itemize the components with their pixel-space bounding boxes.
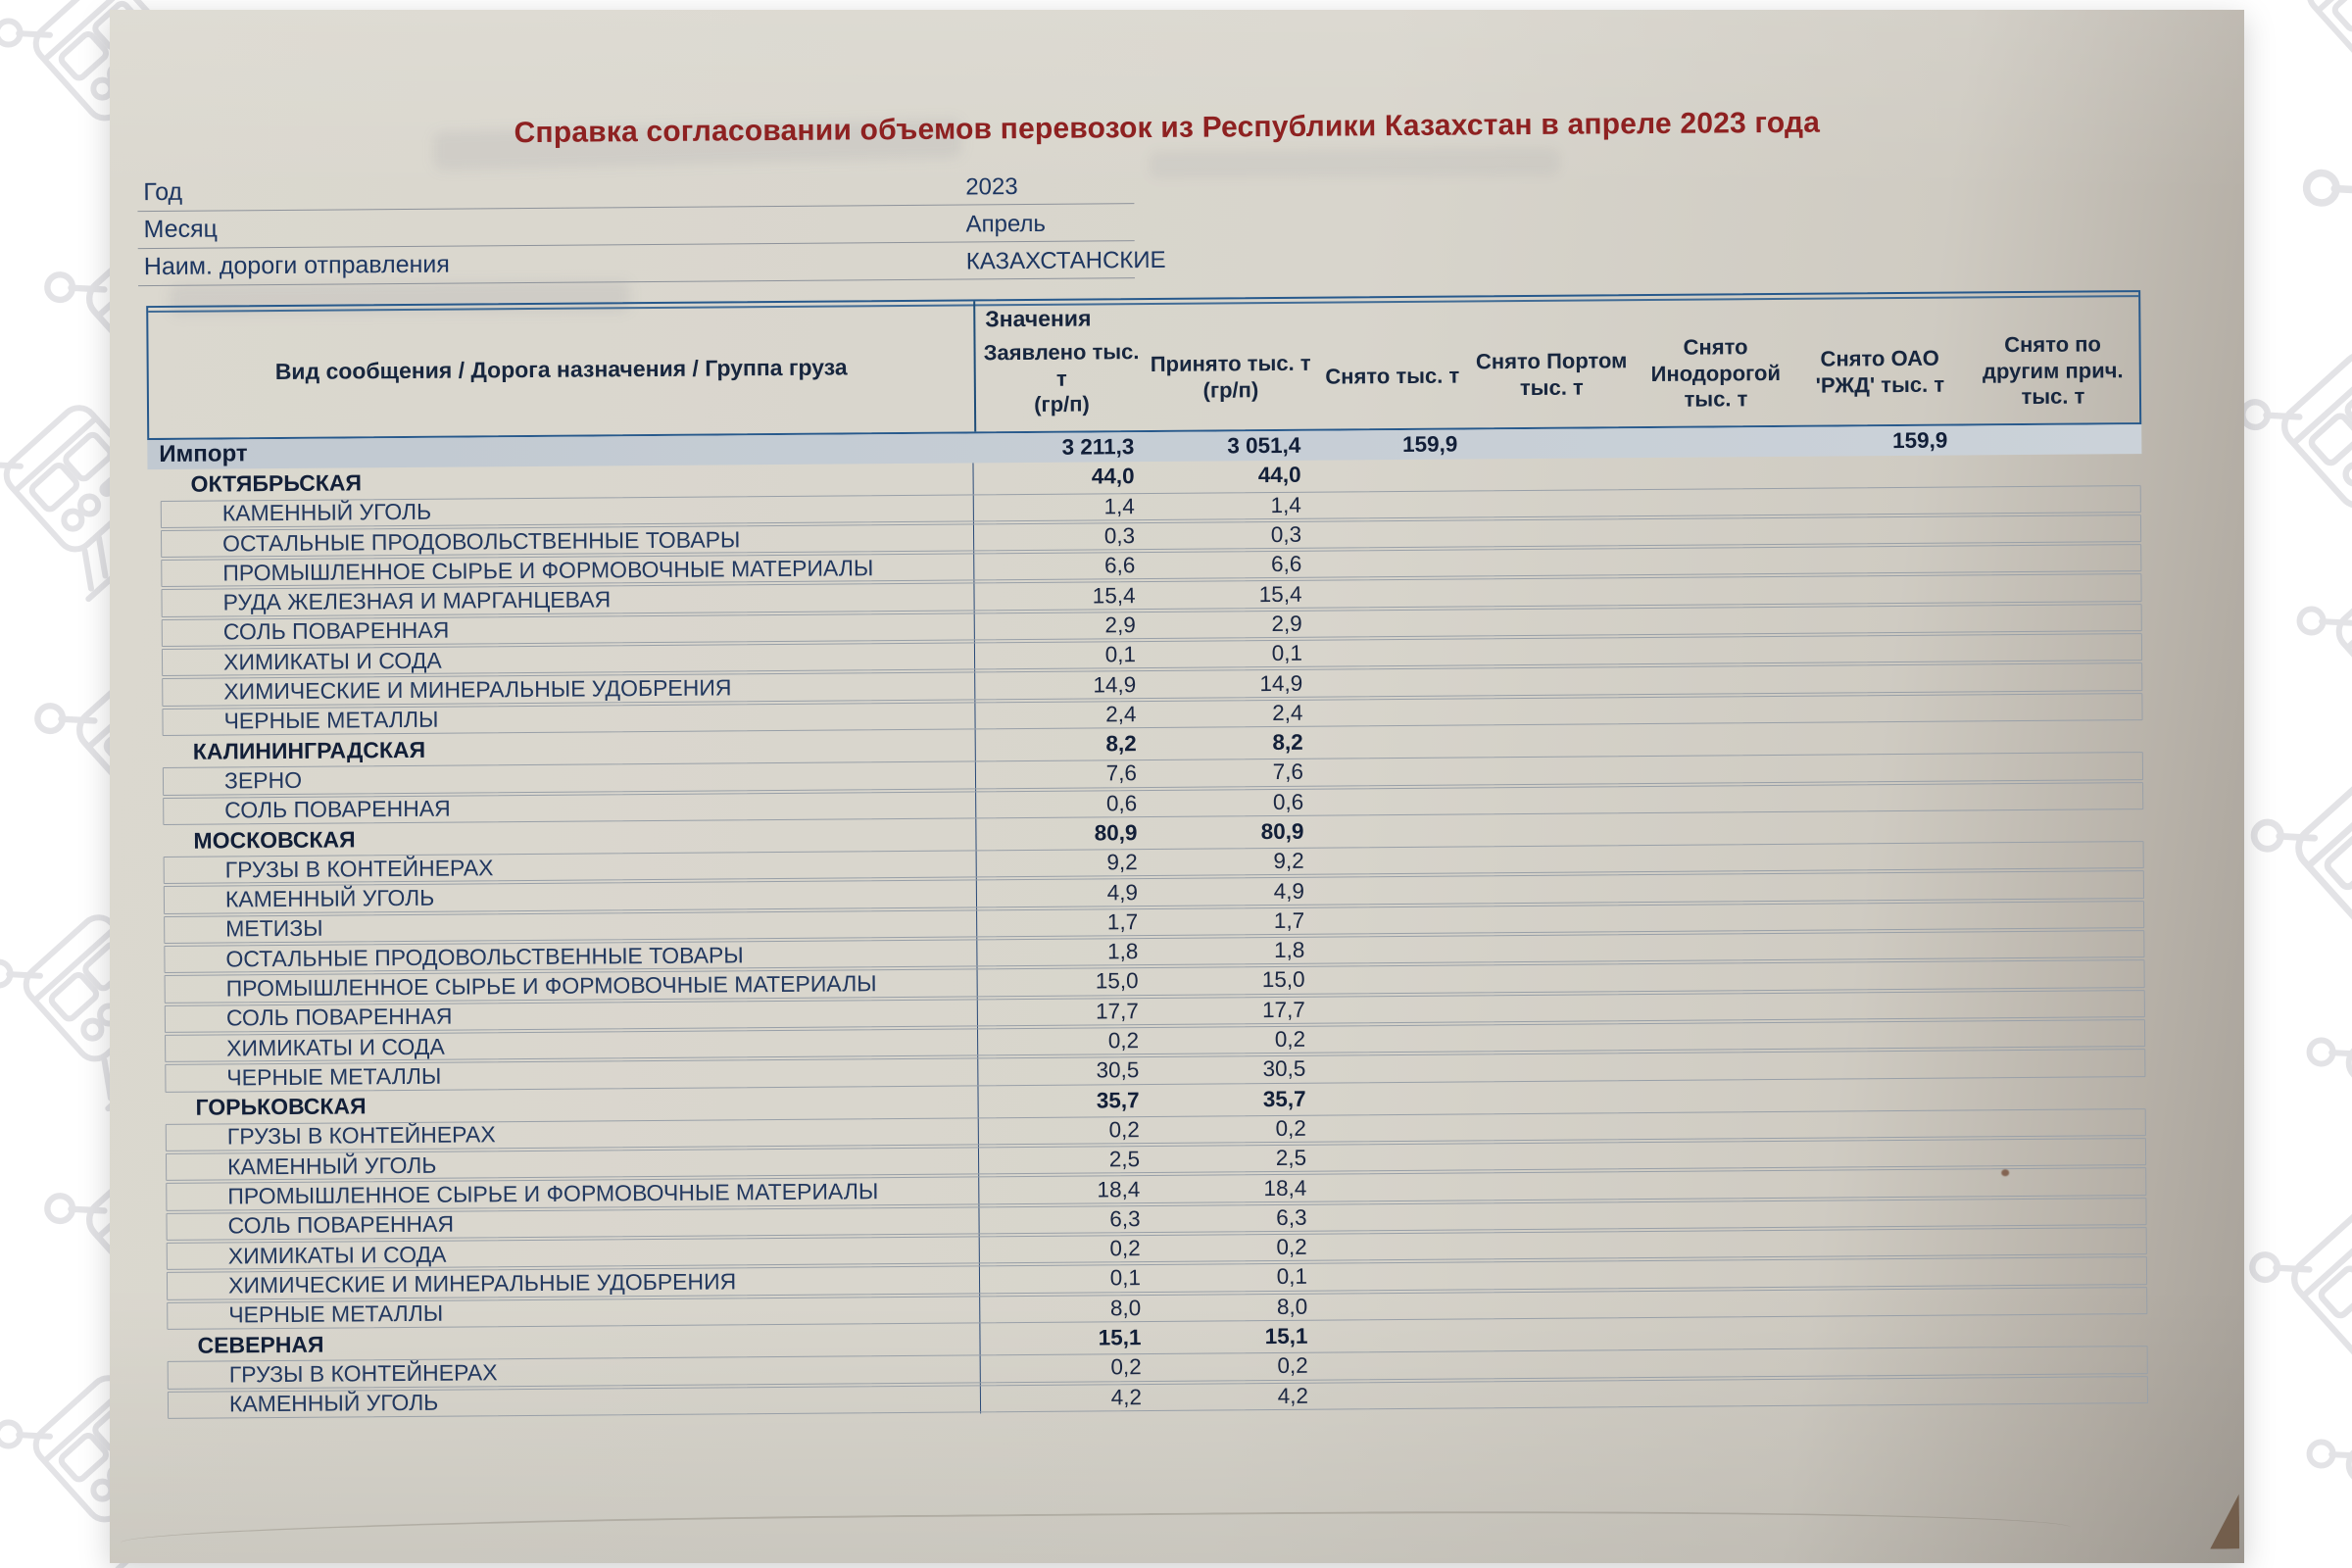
row-value: 0,2 bbox=[1109, 1236, 1141, 1261]
row-value bbox=[1961, 885, 2145, 886]
row-value: 0,2 bbox=[1275, 1115, 1306, 1142]
row-value: 0,1 bbox=[1276, 1264, 1308, 1290]
row-value bbox=[1317, 1305, 1474, 1306]
row-value: 2,4 bbox=[1105, 701, 1137, 727]
row-label: ОСТАЛЬНЫЕ ПРОДОВОЛЬСТВЕННЫЕ ТОВАРЫ bbox=[221, 525, 741, 556]
row-value bbox=[1474, 1304, 1636, 1305]
row-label: ЧЕРНЫЕ МЕТАЛЛЫ bbox=[226, 1062, 442, 1091]
row-value bbox=[1473, 1126, 1635, 1127]
row-value: 4,9 bbox=[1106, 879, 1139, 905]
row-label: ПРОМЫШЛЕННОЕ СЫРЬЕ И ФОРМОВОЧНЫЕ МАТЕРИАЛЫ bbox=[222, 555, 874, 586]
row-value bbox=[1962, 1033, 2146, 1034]
row-value: 17,7 bbox=[1261, 997, 1305, 1022]
row-value bbox=[1636, 1244, 1802, 1245]
row-value bbox=[1800, 1064, 1962, 1065]
row-value bbox=[1469, 621, 1631, 622]
row-label: КАМЕННЫЙ УГОЛЬ bbox=[226, 1152, 437, 1180]
row-value: 15,0 bbox=[1095, 968, 1139, 994]
row-value bbox=[1473, 1097, 1635, 1098]
row-label: ЗЕРНО bbox=[223, 766, 303, 794]
row-label: КАМЕННЫЙ УГОЛЬ bbox=[221, 499, 432, 526]
row-value bbox=[1629, 442, 1795, 443]
row-value bbox=[1633, 887, 1799, 888]
train-watermark-icon bbox=[2300, 77, 2352, 362]
row-value bbox=[1958, 528, 2142, 529]
row-value: 9,2 bbox=[1273, 849, 1304, 874]
row-value bbox=[1637, 1392, 1803, 1393]
document-photo bbox=[110, 10, 2244, 1563]
row-value: 2,5 bbox=[1108, 1147, 1141, 1172]
row-value bbox=[1470, 740, 1632, 741]
row-value bbox=[1635, 1125, 1801, 1126]
row-value bbox=[1965, 1390, 2149, 1391]
train-watermark-icon bbox=[2305, 1366, 2352, 1568]
report-parameters bbox=[137, 167, 1166, 286]
row-label: ПРОМЫШЛЕННОЕ СЫРЬЕ И ФОРМОВОЧНЫЕ МАТЕРИАЛЫ bbox=[225, 970, 877, 1002]
row-value: 4,2 bbox=[1277, 1383, 1309, 1408]
row-value: 0,3 bbox=[1270, 521, 1302, 548]
document-title: Справка согласовании объемов перевозок из Республики Казахстан в апреле 2023 года bbox=[514, 106, 1821, 150]
row-value: 17,7 bbox=[1095, 998, 1139, 1024]
row-value: 2,9 bbox=[1271, 611, 1302, 636]
row-value bbox=[1471, 918, 1633, 919]
row-value bbox=[1957, 439, 2141, 440]
row-value bbox=[1960, 825, 2144, 826]
row-value bbox=[1472, 978, 1634, 979]
row-value bbox=[1801, 1124, 1963, 1125]
row-value bbox=[1312, 653, 1469, 654]
row-value: 159,9 bbox=[1891, 427, 1948, 454]
row-value bbox=[1634, 1065, 1800, 1066]
row-label: ХИМИЧЕСКИЕ И МИНЕРАЛЬНЫЕ УДОБРЕНИЯ bbox=[227, 1268, 737, 1298]
row-value bbox=[1474, 1334, 1636, 1335]
row-value: 44,0 bbox=[1257, 463, 1301, 488]
row-value bbox=[1799, 915, 1961, 916]
row-value bbox=[1797, 708, 1959, 709]
departure-road-label: Наим. дороги отправления bbox=[143, 250, 450, 281]
paper-smudge bbox=[1149, 148, 1560, 178]
row-value: 8,0 bbox=[1276, 1294, 1308, 1319]
row-value: 3 211,3 bbox=[1061, 434, 1135, 460]
row-value: 35,7 bbox=[1096, 1087, 1140, 1113]
row-label: ОКТЯБРЬСКАЯ bbox=[190, 469, 363, 497]
row-value bbox=[1959, 677, 2143, 678]
row-value: 0,3 bbox=[1103, 523, 1136, 549]
row-value bbox=[1797, 618, 1959, 619]
document-page bbox=[109, 0, 2255, 1565]
row-label: МЕТИЗЫ bbox=[225, 915, 323, 942]
row-value bbox=[1313, 742, 1470, 743]
row-header-cell: Вид сообщения / Дорога назначения / Группа груза bbox=[274, 354, 848, 385]
row-value bbox=[1803, 1391, 1965, 1392]
column-header: Снято Инодорогой тыс. т bbox=[1650, 333, 1782, 413]
year-value: 2023 bbox=[965, 173, 1018, 201]
row-value bbox=[1960, 736, 2144, 737]
row-value bbox=[1632, 799, 1798, 800]
row-value: 1,8 bbox=[1274, 937, 1305, 963]
train-watermark-icon bbox=[2249, 737, 2352, 991]
row-value bbox=[1800, 1004, 1962, 1005]
row-value bbox=[1317, 1276, 1474, 1277]
row-value: 80,9 bbox=[1260, 818, 1304, 845]
row-value: 8,2 bbox=[1105, 731, 1137, 757]
row-value bbox=[1799, 946, 1961, 947]
row-value bbox=[1801, 1094, 1963, 1095]
row-label: ХИМИКАТЫ И СОДА bbox=[226, 1033, 445, 1061]
row-value bbox=[1799, 857, 1961, 858]
row-value bbox=[1630, 471, 1796, 472]
row-value bbox=[1468, 503, 1630, 504]
row-value bbox=[1469, 681, 1631, 682]
row-value: 18,4 bbox=[1263, 1175, 1307, 1200]
row-value: 80,9 bbox=[1094, 820, 1138, 846]
row-label: СЕВЕРНАЯ bbox=[197, 1331, 324, 1358]
row-value bbox=[1316, 1187, 1473, 1188]
row-value bbox=[1636, 1273, 1802, 1274]
row-value: 159,9 bbox=[1401, 431, 1458, 458]
row-value bbox=[1635, 1096, 1801, 1097]
row-value bbox=[1316, 1127, 1473, 1128]
column-header: Снято тыс. т bbox=[1325, 363, 1460, 389]
row-label: ОСТАЛЬНЫЕ ПРОДОВОЛЬСТВЕННЫЕ ТОВАРЫ bbox=[225, 941, 744, 972]
row-value: 0,2 bbox=[1276, 1234, 1307, 1260]
row-value: 0,6 bbox=[1105, 790, 1138, 816]
row-value: 30,5 bbox=[1096, 1057, 1140, 1083]
row-value bbox=[1469, 710, 1631, 711]
train-watermark-icon bbox=[2266, 0, 2352, 121]
row-value bbox=[1632, 828, 1798, 829]
row-value: 1,8 bbox=[1107, 939, 1139, 964]
row-value: 14,9 bbox=[1093, 671, 1137, 698]
row-value bbox=[1312, 682, 1469, 683]
row-value: 6,6 bbox=[1270, 552, 1302, 577]
row-label: ГРУЗЫ В КОНТЕЙНЕРАХ bbox=[228, 1359, 498, 1388]
row-value bbox=[1470, 829, 1632, 830]
row-value: 15,4 bbox=[1092, 582, 1136, 609]
row-value: 6,3 bbox=[1109, 1205, 1141, 1232]
row-value bbox=[1964, 1271, 2148, 1272]
row-value: 0,6 bbox=[1272, 789, 1304, 814]
row-value: 0,2 bbox=[1110, 1354, 1142, 1380]
row-value bbox=[1960, 765, 2144, 766]
row-value bbox=[1800, 1035, 1962, 1036]
row-value: 9,2 bbox=[1106, 850, 1138, 875]
row-label: КАМЕННЫЙ УГОЛЬ bbox=[224, 884, 435, 912]
row-label: ЧЕРНЫЕ МЕТАЛЛЫ bbox=[223, 707, 439, 734]
row-value bbox=[1630, 531, 1796, 532]
row-value: 6,6 bbox=[1103, 553, 1136, 578]
row-value bbox=[1475, 1394, 1637, 1395]
row-value bbox=[1796, 530, 1958, 531]
row-value: 7,6 bbox=[1272, 760, 1304, 785]
train-watermark-icon bbox=[2295, 533, 2352, 758]
row-value bbox=[1631, 679, 1797, 680]
row-value bbox=[1313, 771, 1470, 772]
row-value: 6,3 bbox=[1276, 1204, 1307, 1230]
row-value bbox=[1314, 890, 1471, 891]
train-watermark-icon bbox=[2247, 1174, 2352, 1413]
row-value bbox=[1473, 1186, 1635, 1187]
row-value bbox=[1796, 470, 1958, 471]
train-watermark-icon bbox=[2305, 964, 2352, 1189]
row-value bbox=[1961, 914, 2145, 915]
row-value bbox=[1965, 1359, 2149, 1360]
row-value: 0,2 bbox=[1108, 1117, 1140, 1143]
row-label: Импорт bbox=[159, 440, 248, 468]
row-value: 8,2 bbox=[1272, 729, 1303, 756]
row-value bbox=[1964, 1300, 2148, 1301]
row-value bbox=[1798, 827, 1960, 828]
row-value bbox=[1802, 1212, 1964, 1213]
row-value bbox=[1631, 590, 1797, 591]
row-value bbox=[1469, 592, 1631, 593]
row-label: ХИМИЧЕСКИЕ И МИНЕРАЛЬНЫЕ УДОБРЕНИЯ bbox=[223, 674, 732, 705]
row-value: 1,7 bbox=[1273, 907, 1305, 933]
row-value bbox=[1961, 944, 2145, 945]
row-value bbox=[1467, 443, 1629, 444]
row-value: 7,6 bbox=[1105, 760, 1138, 786]
row-value bbox=[1318, 1395, 1475, 1396]
row-value bbox=[1963, 1182, 2147, 1183]
row-label: КАМЕННЫЙ УГОЛЬ bbox=[228, 1389, 439, 1417]
row-value bbox=[1636, 1303, 1802, 1304]
row-value bbox=[1316, 1157, 1473, 1158]
transport-volumes-table bbox=[146, 290, 2149, 1420]
row-value bbox=[1800, 975, 1962, 976]
underlying-sheet-edge bbox=[121, 1506, 2071, 1565]
row-value: 4,2 bbox=[1110, 1384, 1143, 1410]
row-value bbox=[1471, 858, 1633, 859]
row-value: 1,4 bbox=[1270, 492, 1301, 517]
row-value bbox=[1314, 860, 1471, 861]
paper-speck bbox=[2001, 1169, 2009, 1176]
row-value bbox=[1802, 1301, 1964, 1302]
row-value bbox=[1964, 1330, 2148, 1331]
row-value: 4,9 bbox=[1273, 878, 1305, 904]
row-value bbox=[1315, 1039, 1472, 1040]
row-label: СОЛЬ ПОВАРЕННАЯ bbox=[224, 795, 451, 823]
row-value bbox=[1797, 589, 1959, 590]
row-value bbox=[1630, 561, 1796, 562]
column-header: Снято Портом тыс. т bbox=[1475, 348, 1628, 401]
row-label: РУДА ЖЕЛЕЗНАЯ И МАРГАНЦЕВАЯ bbox=[222, 586, 612, 615]
row-value bbox=[1471, 948, 1633, 949]
row-value: 14,9 bbox=[1259, 670, 1303, 696]
row-value: 15,0 bbox=[1261, 967, 1305, 993]
row-value bbox=[1635, 1184, 1801, 1185]
row-label: СОЛЬ ПОВАРЕННАЯ bbox=[227, 1210, 455, 1239]
row-value bbox=[1961, 855, 2145, 856]
column-headers bbox=[975, 320, 2139, 429]
row-value bbox=[1964, 1211, 2148, 1212]
row-value bbox=[1475, 1364, 1637, 1365]
row-value bbox=[1315, 1008, 1472, 1009]
row-value: 18,4 bbox=[1097, 1176, 1141, 1202]
row-value bbox=[1964, 1241, 2148, 1242]
row-value bbox=[1631, 650, 1797, 651]
desk-corner bbox=[2210, 1494, 2239, 1548]
row-value bbox=[1469, 651, 1631, 652]
column-header: Снято по другим прич. тыс. т bbox=[1982, 331, 2124, 410]
row-label: ХИМИКАТЫ И СОДА bbox=[227, 1241, 447, 1269]
row-value bbox=[1313, 801, 1470, 802]
row-value bbox=[1314, 950, 1471, 951]
row-value bbox=[1960, 796, 2144, 797]
row-value bbox=[1474, 1245, 1636, 1246]
row-value bbox=[1634, 976, 1800, 977]
row-value bbox=[1634, 1006, 1800, 1007]
row-label: ХИМИКАТЫ И СОДА bbox=[222, 647, 442, 675]
row-label: ГРУЗЫ В КОНТЕЙНЕРАХ bbox=[224, 855, 494, 883]
row-value bbox=[1797, 678, 1959, 679]
row-value: 35,7 bbox=[1262, 1086, 1306, 1111]
row-value bbox=[1317, 1216, 1474, 1217]
row-value bbox=[1796, 560, 1958, 561]
row-value bbox=[1801, 1153, 1963, 1154]
row-value bbox=[1632, 768, 1798, 769]
row-value bbox=[1959, 647, 2143, 648]
row-value bbox=[1630, 502, 1796, 503]
row-value bbox=[1315, 979, 1472, 980]
row-value: 15,4 bbox=[1258, 581, 1302, 607]
table-header bbox=[146, 290, 2141, 440]
row-value bbox=[1802, 1332, 1964, 1333]
row-value bbox=[1316, 1098, 1473, 1099]
row-value bbox=[1636, 1333, 1802, 1334]
row-value: 44,0 bbox=[1091, 464, 1135, 489]
row-value bbox=[1959, 617, 2143, 618]
form-row-departure-road bbox=[138, 241, 1166, 286]
row-value: 0,2 bbox=[1107, 1028, 1140, 1054]
row-value bbox=[1311, 504, 1468, 505]
row-value bbox=[1315, 1068, 1472, 1069]
row-value: 8,0 bbox=[1109, 1295, 1142, 1321]
row-value bbox=[1473, 1155, 1635, 1156]
column-header: Принято тыс. т (гр/п) bbox=[1150, 350, 1311, 403]
row-value: 15,1 bbox=[1264, 1323, 1308, 1349]
row-label: МОСКОВСКАЯ bbox=[193, 825, 356, 854]
row-value bbox=[1962, 974, 2146, 975]
row-value bbox=[1631, 620, 1797, 621]
row-value: 0,1 bbox=[1271, 641, 1303, 666]
row-label: ГРУЗЫ В КОНТЕЙНЕРАХ bbox=[226, 1121, 496, 1150]
row-value bbox=[1798, 767, 1960, 768]
row-value: 0,2 bbox=[1274, 1026, 1306, 1053]
values-header-region bbox=[973, 292, 2139, 431]
row-value bbox=[1313, 830, 1470, 831]
row-label: ПРОМЫШЛЕННОЕ СЫРЬЕ И ФОРМОВОЧНЫЕ МАТЕРИАЛЫ bbox=[227, 1178, 879, 1209]
row-label: СОЛЬ ПОВАРЕННАЯ bbox=[222, 617, 450, 645]
row-value bbox=[1633, 917, 1799, 918]
row-value: 3 051,4 bbox=[1227, 432, 1301, 459]
row-value bbox=[1632, 739, 1798, 740]
row-label: СОЛЬ ПОВАРЕННАЯ bbox=[225, 1003, 453, 1031]
row-value bbox=[1796, 500, 1958, 501]
row-value bbox=[1803, 1361, 1965, 1362]
year-label: Год bbox=[143, 177, 183, 207]
column-header: Снято ОАО 'РЖД' тыс. т bbox=[1815, 345, 1945, 398]
row-value bbox=[1959, 707, 2143, 708]
row-value bbox=[1798, 797, 1960, 798]
row-value bbox=[1472, 1067, 1634, 1068]
row-label: ЧЕРНЫЕ МЕТАЛЛЫ bbox=[228, 1299, 444, 1328]
row-value bbox=[1958, 558, 2142, 559]
row-value bbox=[1958, 469, 2142, 470]
row-value bbox=[1317, 1336, 1474, 1337]
row-value bbox=[1312, 711, 1469, 712]
row-value: 0,1 bbox=[1109, 1265, 1142, 1291]
row-value bbox=[1959, 588, 2143, 589]
row-value bbox=[1472, 1037, 1634, 1038]
row-value bbox=[1633, 947, 1799, 948]
row-value: 2,9 bbox=[1104, 612, 1136, 638]
row-value bbox=[1312, 622, 1469, 623]
row-value: 2,4 bbox=[1272, 700, 1303, 725]
row-value: 1,7 bbox=[1106, 909, 1139, 935]
row-value bbox=[1636, 1214, 1802, 1215]
row-value bbox=[1958, 499, 2142, 500]
month-label: Месяц bbox=[143, 215, 219, 244]
row-value: 0,2 bbox=[1277, 1353, 1308, 1379]
row-value bbox=[1317, 1247, 1474, 1248]
row-value bbox=[1468, 563, 1630, 564]
row-value: 2,5 bbox=[1275, 1146, 1307, 1171]
train-watermark-icon bbox=[2237, 321, 2352, 561]
row-value bbox=[1802, 1272, 1964, 1273]
row-value bbox=[1318, 1365, 1475, 1366]
row-value bbox=[1468, 532, 1630, 533]
column-header: Заявлено тыс. т (гр/п) bbox=[983, 338, 1140, 417]
departure-road-value: КАЗАХСТАНСКИЕ bbox=[965, 246, 1166, 275]
row-value bbox=[1470, 800, 1632, 801]
row-value bbox=[1472, 1007, 1634, 1008]
row-value: 15,1 bbox=[1098, 1325, 1142, 1350]
row-value bbox=[1311, 534, 1468, 535]
row-value bbox=[1474, 1215, 1636, 1216]
month-value: Апрель bbox=[965, 210, 1047, 238]
row-value bbox=[1312, 593, 1469, 594]
row-value: 0,1 bbox=[1104, 642, 1137, 667]
row-value bbox=[1314, 919, 1471, 920]
row-value bbox=[1634, 1036, 1800, 1037]
row-value bbox=[1468, 473, 1630, 474]
row-value bbox=[1963, 1093, 2147, 1094]
row-value bbox=[1470, 770, 1632, 771]
row-value bbox=[1802, 1243, 1964, 1244]
row-value bbox=[1801, 1183, 1963, 1184]
row-value bbox=[1635, 1154, 1801, 1155]
row-value bbox=[1471, 889, 1633, 890]
row-value bbox=[1963, 1122, 2147, 1123]
row-value bbox=[1799, 886, 1961, 887]
row-value: 30,5 bbox=[1262, 1056, 1306, 1082]
row-value: 1,4 bbox=[1103, 493, 1135, 519]
row-value bbox=[1637, 1362, 1803, 1363]
table-body bbox=[147, 424, 2149, 1420]
row-value bbox=[1962, 1062, 2146, 1063]
row-value bbox=[1311, 474, 1468, 475]
values-header-cell: Значения bbox=[985, 305, 1092, 332]
row-value bbox=[1797, 649, 1959, 650]
row-label: КАЛИНИНГРАДСКАЯ bbox=[192, 736, 426, 764]
row-value bbox=[1474, 1275, 1636, 1276]
row-label: ГОРЬКОВСКАЯ bbox=[195, 1093, 367, 1120]
row-value bbox=[1798, 738, 1960, 739]
